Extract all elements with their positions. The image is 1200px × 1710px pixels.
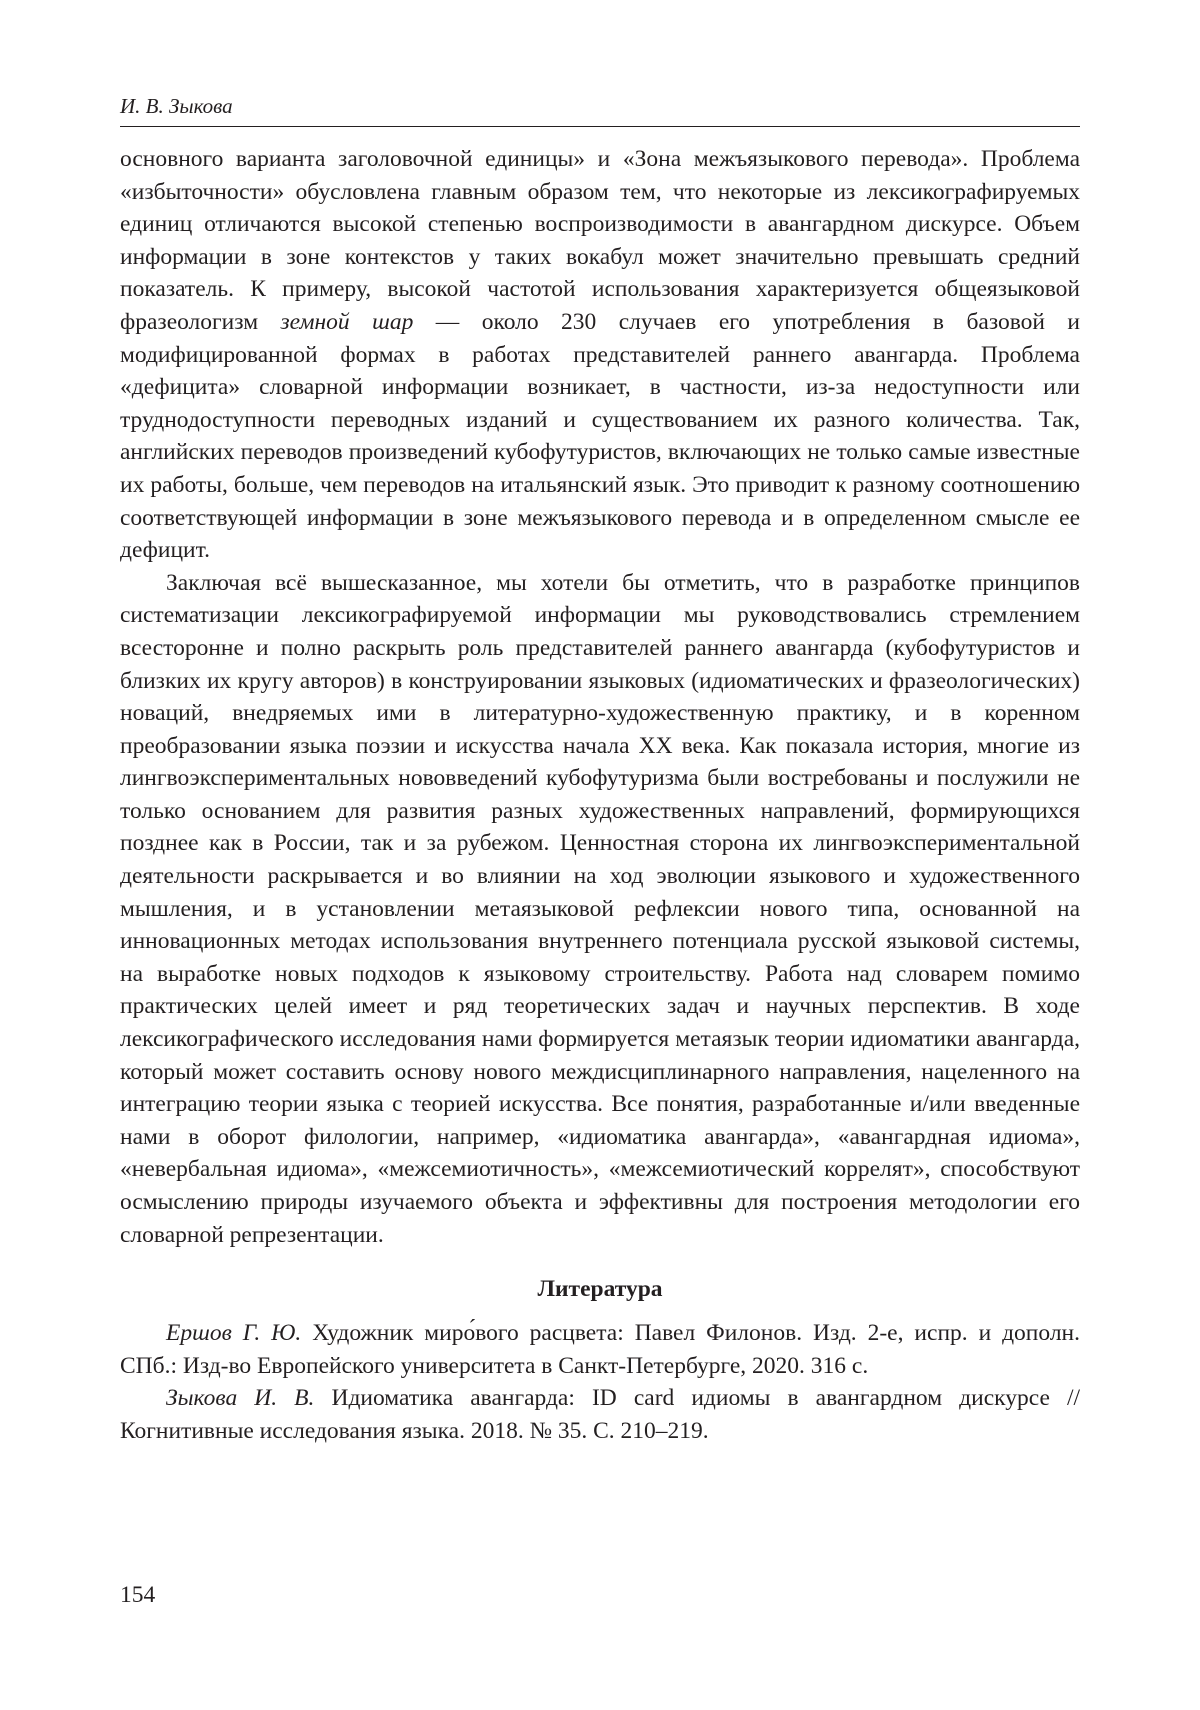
reference-author: Зыкова И. В. [166, 1385, 315, 1412]
references-heading: Литература [537, 1276, 663, 1303]
page-content [120, 92, 1080, 1448]
reference-item [120, 1317, 1080, 1382]
body-text [120, 143, 1080, 1251]
paragraph-2: Заключая всё вышесказанное, мы хотели бы отметить, что в разработке принципов систематизации лексикографируемой информации мы руководствовались стремлением всесторонне и полно раскрыть роль представителей раннего авангарда (кубофутуристов и близких их кругу авторов) в конструировании языковых (идиоматических и фразеологических) новаций, внедряемых ими в литературно-художественную практику, и в коренном преобразовании языка поэзии и искусства начала XX века. Как показала история, многие из лингвоэкспериментальных нововведений кубофутуризма были востребованы и послужили не только основанием для развития разных художественных направлений, формирующихся позднее как в России, так и за рубежом. Ценностная сторона их лингвоэкспериментальной деятельности раскрывается и во влиянии на ход эволюции языкового и художественного мышления, и в установлении метаязыковой рефлексии нового типа, основанной на инновационных методах использования внутреннего потенциала русской языковой системы, на выработке новых подходов к языковому строительству. Работа над словарем помимо практических целей имеет и ряд теоретических задач и научных перспектив. В ходе лексикографического исследования нами формируется метаязык теории идиоматики авангарда, который может составить основу нового междисциплинарного направления, нацеленного на интеграцию теории языка с теорией искусства. Все понятия, разработанные и/или введенные нами в оборот филологии, например, «идиоматика авангарда», «авангардная идиома», «невербальная идиома», «межсемиотичность», «межсемиотический коррелят», способствуют осмыслению природы изучаемого объекта и эффективны для построения методологии его словарной репрезентации. [120, 569, 1080, 1248]
reference-text: Идиоматика авангарда: ID card идиомы в авангардном дискурсе // Когнитивные исследования языка. 2018. № 35. С. 210–219. [120, 1385, 1081, 1444]
reference-author: Ершов Г. Ю. [166, 1320, 302, 1347]
running-head: И. В. Зыкова [120, 92, 1080, 127]
paragraph-1 [120, 143, 1080, 567]
paragraph-1-text-start: основного варианта заголовочной единицы» и «Зона межъязыкового перевода». Проблема «избыточности» обусловлена главным образом тем, что некоторые из лексикографируемых единиц отличаются высокой степенью воспроизводимости в авангардном дискурсе. Объем информации в зоне контекстов у таких вокабул может значительно превышать средний показатель. К примеру, высокой частотой использования характеризуется общеязыковой фразеологизм [120, 146, 1080, 335]
reference-item [120, 1382, 1080, 1447]
reference-text: Художник миро́вого расцвета: Павел Филонов. Изд. 2-е, испр. и дополн. СПб.: Изд-во Европейского университета в Санкт-Петербурге, 2020. 316 с. [120, 1320, 1081, 1379]
page-number: 154 [120, 1582, 156, 1608]
paragraph-1-text-end: — около 230 случаев его употребления в базовой и модифицированной формах в работах представителей раннего авангарда. Проблема «дефицита» словарной информации возникает, в частности, из-за недоступности или труднодоступности переводных изданий и существованием их разного количества. Так, английских переводов произведений кубофутуристов, включающих не только самые известные их работы, больше, чем переводов на итальянский язык. Это приводит к разному соотношению соответствующей информации в зоне межъязыкового перевода и в определенном смысле ее дефицит. [120, 308, 1080, 564]
references-list [120, 1317, 1080, 1447]
paragraph-1-italic-term: земной шар [280, 308, 414, 335]
